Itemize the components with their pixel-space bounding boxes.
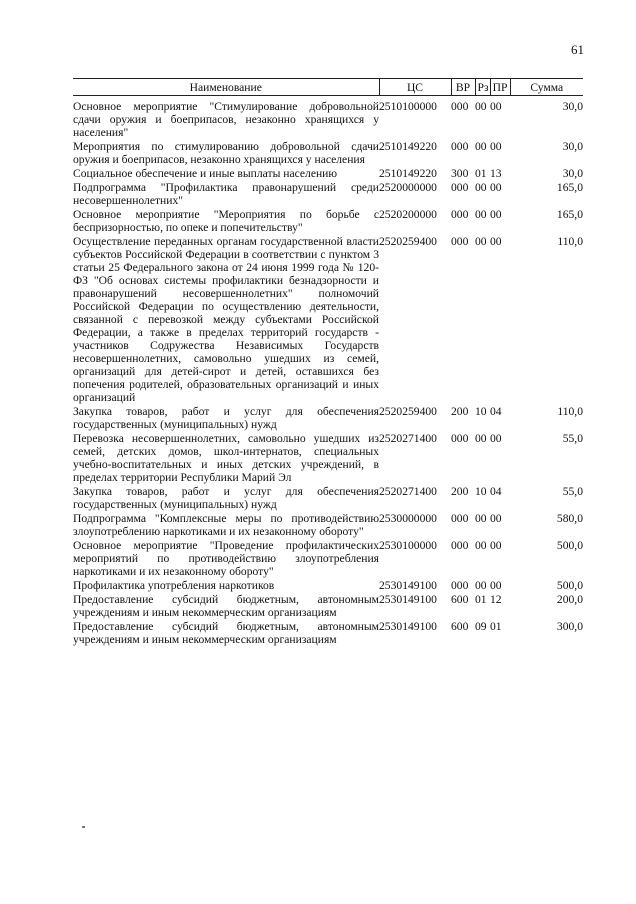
row-pr: 13 bbox=[490, 167, 502, 180]
row-vr: 000 bbox=[451, 432, 469, 445]
row-vr: 200 bbox=[451, 485, 469, 498]
table-row bbox=[73, 593, 583, 620]
row-cs: 2510149220 bbox=[379, 167, 437, 180]
table-row bbox=[73, 140, 583, 167]
row-vr: 200 bbox=[451, 405, 469, 418]
row-sum: 300,0 bbox=[556, 620, 583, 633]
row-rz: 00 bbox=[475, 181, 487, 194]
row-cs: 2520259400 bbox=[379, 235, 437, 248]
row-pr: 00 bbox=[490, 579, 502, 592]
row-name: Закупка товаров, работ и услуг для обеспечения государственных (муниципальных) нужд bbox=[73, 405, 379, 431]
row-rz: 01 bbox=[475, 167, 487, 180]
row-sum: 30,0 bbox=[562, 167, 583, 180]
row-sum: 55,0 bbox=[562, 432, 583, 445]
row-rz: 00 bbox=[475, 100, 487, 113]
row-rz: 09 bbox=[475, 620, 487, 633]
table-row bbox=[73, 100, 583, 140]
row-cs: 2530100000 bbox=[379, 539, 437, 552]
row-name: Перевозка несовершеннолетних, самовольно ушедших из семей, детских домов, школ-интернатов, специальных учебно-воспитательных и иных детских учреждений, в пределах территории Республики Марий Эл bbox=[73, 432, 379, 484]
header-rz: Рз bbox=[475, 79, 490, 96]
row-pr: 00 bbox=[490, 432, 502, 445]
header-cs: ЦС bbox=[379, 79, 451, 96]
row-vr: 600 bbox=[451, 593, 469, 606]
page-number: 61 bbox=[571, 42, 584, 57]
row-cs: 2510149220 bbox=[379, 140, 437, 153]
row-name: Подпрограмма "Профилактика правонарушений среди несовершеннолетних" bbox=[73, 181, 379, 207]
budget-table bbox=[73, 78, 583, 647]
row-rz: 10 bbox=[475, 405, 487, 418]
row-rz: 00 bbox=[475, 235, 487, 248]
row-rz: 00 bbox=[475, 579, 487, 592]
row-sum: 500,0 bbox=[556, 539, 583, 552]
row-cs: 2520200000 bbox=[379, 208, 437, 221]
row-name: Предоставление субсидий бюджетным, автономным учреждениям и иным некоммерческим организациям bbox=[73, 620, 379, 646]
table-row bbox=[73, 405, 583, 432]
row-rz: 00 bbox=[475, 539, 487, 552]
row-name: Основное мероприятие "Проведение профилактических мероприятий по противодействию злоупотребления наркотиками и их незаконному обороту" bbox=[73, 539, 379, 578]
row-sum: 165,0 bbox=[556, 208, 583, 221]
row-name: Осуществление переданных органам государственной власти субъектов Российской Федерации в соответствии с пунктом 3 статьи 25 Федерального закона от 24 июня 1999 года № 120-ФЗ "Об основах системы профилактики безнадзорности и правонарушений несовершеннолетних" полномочий Российской Федерации по осуществлению деятельности, связанной с перевозкой между субъектами Российской Федерации, а также в пределах территорий государств - участников Содружества Независимых Государств несовершеннолетних, самовольно ушедших из семей, организаций для детей-сирот и детей, оставшихся без попечения родителей, образовательных организаций и иных организаций bbox=[73, 235, 379, 404]
row-cs: 2530149100 bbox=[379, 620, 437, 633]
row-pr: 01 bbox=[490, 620, 502, 633]
table-header bbox=[73, 79, 583, 96]
row-cs: 2530000000 bbox=[379, 512, 437, 525]
row-pr: 00 bbox=[490, 181, 502, 194]
row-rz: 00 bbox=[475, 208, 487, 221]
row-vr: 000 bbox=[451, 579, 469, 592]
row-name: Социальное обеспечение и иные выплаты населению bbox=[73, 167, 338, 180]
row-sum: 55,0 bbox=[562, 485, 583, 498]
row-pr: 12 bbox=[490, 593, 502, 606]
row-cs: 2520259400 bbox=[379, 405, 437, 418]
row-cs: 2530149100 bbox=[379, 579, 437, 592]
row-pr: 00 bbox=[490, 235, 502, 248]
row-vr: 000 bbox=[451, 100, 469, 113]
header-name: Наименование bbox=[73, 79, 379, 96]
table-body bbox=[73, 96, 583, 648]
row-pr: 00 bbox=[490, 208, 502, 221]
row-sum: 110,0 bbox=[557, 235, 583, 248]
row-vr: 000 bbox=[451, 140, 469, 153]
row-vr: 000 bbox=[451, 208, 469, 221]
row-vr: 300 bbox=[451, 167, 469, 180]
row-cs: 2520000000 bbox=[379, 181, 437, 194]
row-sum: 500,0 bbox=[556, 579, 583, 592]
table-row bbox=[73, 235, 583, 405]
table-row bbox=[73, 485, 583, 512]
row-pr: 00 bbox=[490, 539, 502, 552]
row-pr: 04 bbox=[490, 405, 502, 418]
row-sum: 110,0 bbox=[557, 405, 583, 418]
row-cs: 2520271400 bbox=[379, 485, 437, 498]
table-row bbox=[73, 432, 583, 485]
row-name: Предоставление субсидий бюджетным, автономным учреждениям и иным некоммерческим организациям bbox=[73, 593, 379, 619]
row-rz: 01 bbox=[475, 593, 487, 606]
row-name: Подпрограмма "Комплексные меры по противодействию злоупотреблению наркотиками и их незаконному обороту" bbox=[73, 512, 379, 538]
row-cs: 2520271400 bbox=[379, 432, 437, 445]
row-pr: 00 bbox=[490, 512, 502, 525]
row-name: Основное мероприятие "Стимулирование добровольной сдачи оружия и боеприпасов, незаконно хранящихся у населения" bbox=[73, 100, 379, 139]
row-cs: 2530149100 bbox=[379, 593, 437, 606]
row-rz: 00 bbox=[475, 512, 487, 525]
row-rz: 00 bbox=[475, 432, 487, 445]
row-sum: 580,0 bbox=[556, 512, 583, 525]
row-pr: 00 bbox=[490, 140, 502, 153]
header-sum: Сумма bbox=[510, 79, 583, 96]
row-name: Основное мероприятие "Мероприятия по борьбе с беспризорностью, по опеке и попечительству" bbox=[73, 208, 379, 234]
row-sum: 30,0 bbox=[562, 140, 583, 153]
row-rz: 10 bbox=[475, 485, 487, 498]
row-vr: 000 bbox=[451, 512, 469, 525]
scan-speck bbox=[82, 826, 85, 828]
row-sum: 165,0 bbox=[556, 181, 583, 194]
row-name: Мероприятия по стимулированию добровольной сдачи оружия и боеприпасов, незаконно хранящихся у населения bbox=[73, 140, 379, 166]
row-rz: 00 bbox=[475, 140, 487, 153]
row-sum: 200,0 bbox=[556, 593, 583, 606]
row-pr: 00 bbox=[490, 100, 502, 113]
row-vr: 000 bbox=[451, 235, 469, 248]
row-cs: 2510100000 bbox=[379, 100, 437, 113]
row-name: Закупка товаров, работ и услуг для обеспечения государственных (муниципальных) нужд bbox=[73, 485, 379, 511]
table-row bbox=[73, 181, 583, 208]
row-vr: 000 bbox=[451, 539, 469, 552]
row-sum: 30,0 bbox=[562, 100, 583, 113]
header-pr: ПР bbox=[490, 79, 510, 96]
row-vr: 600 bbox=[451, 620, 469, 633]
table-row bbox=[73, 208, 583, 235]
table-row bbox=[73, 167, 583, 181]
row-name: Профилактика употребления наркотиков bbox=[73, 579, 275, 592]
table-row bbox=[73, 512, 583, 539]
table-row bbox=[73, 539, 583, 579]
row-vr: 000 bbox=[451, 181, 469, 194]
row-pr: 04 bbox=[490, 485, 502, 498]
table-row bbox=[73, 579, 583, 593]
table-row bbox=[73, 620, 583, 647]
header-vr: ВР bbox=[451, 79, 475, 96]
